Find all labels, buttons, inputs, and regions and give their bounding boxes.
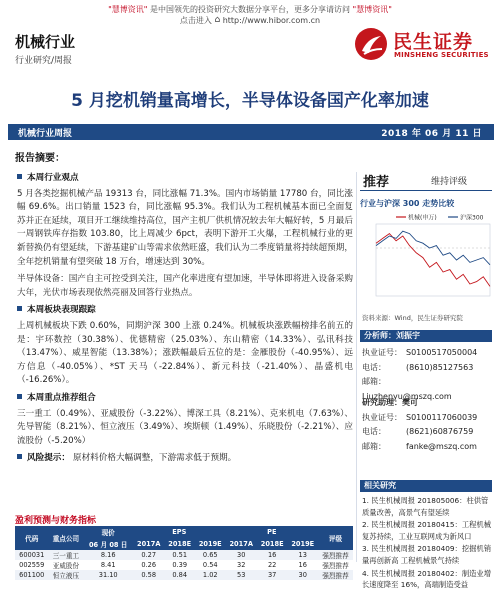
col-pe-2019: 2019E — [287, 538, 318, 550]
bullet-square-icon — [17, 454, 22, 459]
table-cell: 强烈推荐 — [318, 570, 353, 580]
analyst-row: 执业证号： S0100117060039 — [362, 412, 478, 422]
table-cell: 0.65 — [195, 550, 226, 560]
section-heading: 风险提示： 原材料价格大幅调整，下游需求低于预期。 — [17, 452, 353, 466]
analyst-row: 电话： (8621)60876759 — [362, 427, 474, 436]
section-heading: 本周重点推荐组合 — [17, 392, 353, 406]
legend-label: 沪深300 — [460, 214, 484, 222]
promo-enter-label[interactable]: 点击进入 — [179, 16, 212, 25]
home-icon: ⌂ — [214, 15, 221, 25]
table-cell: 三一重工 — [48, 550, 83, 560]
legend-label: 机械(申万) — [408, 214, 437, 222]
analyst-row: 执业证号： S0100517050004 — [362, 348, 478, 357]
table-cell: 8.16 — [83, 550, 133, 560]
table-cell: 53 — [226, 570, 257, 580]
col-price-date: 06 月 08 日 — [83, 538, 133, 550]
table-cell: 8.41 — [100, 561, 116, 569]
table-cell: 30 — [226, 550, 257, 560]
section-heading: 本周板块表现跟踪 — [17, 304, 353, 318]
table-cell: 恒立液压 — [48, 570, 83, 580]
forecast-table — [15, 526, 353, 580]
table-cell: 13 — [287, 550, 318, 560]
promo-banner — [0, 4, 500, 15]
col-pe-2017: 2017A — [226, 538, 257, 550]
band-report-type: 机械行业周报 — [18, 129, 73, 139]
table-cell: 1.02 — [195, 570, 226, 580]
report-title: 5 月挖机销量高增长，半导体设备国产化率加速 — [71, 91, 429, 111]
table-cell: 0.54 — [202, 561, 218, 569]
analyst-row: 邮箱： fanke@mszq.com — [362, 441, 477, 451]
section-paragraph: 5 月各类挖掘机械产品 19313 台，同比涨幅 71.3%。国内市场销量 17780 台，同比涨幅 69.6%。出口销量 1523 台，同比涨幅 95.3%。我们认为工程机械基本面已全面复苏并正在延续，项目开工继续维持高位，国产主机厂供机情况较去年大幅好转，5 月最后一周钢铁库存指数 103.80，比上周减少 6pct，表明下游开工火爆，工程机械行业的更新替换仍有望延续，下游基建矿山等需求依然旺盛，我们认为二季度销量将持续超预期，全年挖机销量有望突破 18 万台，增速达到 30%。 — [17, 188, 353, 267]
analyst-email[interactable]: fanke@mszq.com — [406, 441, 477, 451]
analyst-row: 邮箱：Liuzhenyu@mszq.com — [362, 377, 452, 401]
col-code: 代码 — [15, 526, 48, 550]
table-cell: 0.51 — [164, 550, 195, 560]
bullet-square-icon — [17, 306, 22, 311]
series-line-0 — [376, 234, 490, 287]
related-item[interactable]: 2. 民生机械周报 20180415：工程机械复苏持续，工业互联网成为新风口 — [362, 520, 492, 541]
table-cell: 16 — [298, 561, 307, 569]
table-cell: 22 — [267, 561, 277, 569]
col-rating: 评级 — [318, 526, 353, 550]
table-cell: 0.84 — [164, 570, 195, 580]
related-item[interactable]: 4. 民生机械周报 20180402：制造业增长速度降至 16%，高端制造受益 — [362, 568, 492, 590]
table-cell: 600031 — [15, 550, 48, 560]
table-cell: 强烈推荐 — [318, 550, 353, 560]
logo-name-en: MINSHENG SECURITIES — [394, 51, 489, 59]
table-row — [15, 570, 353, 580]
promo-text: 是中国领先的投资研究大数据分享平台，更多分享请访问 — [150, 5, 350, 14]
column-divider — [356, 172, 357, 562]
related-item[interactable]: 3. 民生机械周报 20180409：挖掘机销量再创新高 工程机械景气持续 — [362, 544, 492, 565]
section-paragraph: 半导体设备：国产自主可控受到关注，国产化率进度有望加速，半导体即将进入设备采购大年，光伏市场表现依然亮丽及回答行业热点。 — [17, 274, 353, 298]
chart-source: 资料来源：Wind，民生证券研究院 — [362, 314, 463, 322]
section-risk — [17, 452, 353, 466]
col-pe-2018: 2018E — [257, 538, 288, 550]
forecast-table-body — [15, 550, 353, 580]
related-list — [362, 495, 494, 592]
analyst-2 — [362, 396, 492, 454]
section-sector-tracking — [17, 304, 353, 388]
chart-heading: 行业与沪深 300 走势比较 — [360, 199, 455, 208]
industry-name: 机械行业 — [15, 33, 76, 51]
table-cell: 0.39 — [172, 561, 188, 569]
trend-chart — [360, 210, 494, 310]
col-eps: EPS — [133, 526, 225, 538]
col-eps-2017: 2017A — [133, 538, 164, 550]
minsheng-logo — [353, 27, 493, 63]
section-industry-view — [17, 172, 353, 300]
band-date: 2018 年 06 月 11 日 — [381, 129, 482, 139]
table-cell: 31.10 — [83, 570, 133, 580]
table-row — [15, 550, 353, 560]
table-row — [15, 560, 353, 570]
related-heading: 相关研究 — [360, 480, 492, 492]
report-subtype: 行业研究/周报 — [15, 56, 73, 66]
title-band — [8, 124, 494, 140]
promo-url[interactable]: http://www.hibor.com.cn — [222, 16, 321, 25]
logo-name-cn: 民生证券 — [393, 31, 474, 53]
bullet-square-icon — [17, 394, 22, 399]
trend-chart-svg — [360, 210, 494, 310]
rating-value: 维持评级 — [431, 177, 468, 187]
table-cell: 强烈推荐 — [322, 562, 349, 570]
col-eps-2019: 2019E — [195, 538, 226, 550]
table-cell: 002559 — [19, 561, 45, 569]
promo-brand-2: "慧博资讯" — [352, 5, 392, 14]
bullet-square-icon — [17, 174, 22, 179]
table-cell: 亚威股份 — [52, 562, 80, 570]
main-content — [17, 172, 353, 468]
section-portfolio — [17, 392, 353, 448]
table-cell: 37 — [257, 570, 288, 580]
section-paragraph: 上周机械板块下跌 0.60%，同期沪深 300 上涨 0.24%。机械板块涨跌幅榜排名前五的是：宇环数控（30.38%）、优德精密（25.03%）、东山精密（14.33%）、弘讯科技（13.47%）、威星智能（13.38%）；涨跌幅最后五位的是：金雁股份（-40.95%）、远方信息（-40.05%）、*ST 天马（-22.84%）、新元科技（-21.40%）、晶盛机电（-16.26%）。 — [17, 320, 353, 386]
table-cell: 30 — [287, 570, 318, 580]
analyst-email[interactable]: Liuzhenyu@mszq.com — [362, 391, 452, 401]
table-cell: 16 — [257, 550, 288, 560]
summary-heading: 报告摘要： — [15, 153, 65, 164]
col-price: 现价 — [83, 526, 133, 538]
rating-label: 推荐 — [363, 175, 390, 190]
analyst-row: 电话： (8610)85127563 — [362, 362, 474, 372]
section-heading: 本周行业观点 — [17, 172, 353, 186]
col-pe: PE — [226, 526, 318, 538]
section-paragraph: 三一重工（0.49%）、亚威股份（-3.22%）、博深工具（8.21%）、克来机电（7.63%）、先导智能（8.21%）、恒立液压（3.49%）、埃斯顿（1.49%）、乐晓股份（-2.21%）、应流股份（-5.20%） — [17, 408, 353, 446]
related-item[interactable]: 1. 民生机械周报 201805006：柱供管质量改善，高景气有望延续 — [362, 496, 489, 517]
plot-area — [376, 224, 490, 296]
table-cell: 601100 — [15, 570, 48, 580]
table-cell: 0.26 — [141, 561, 157, 569]
rating-divider — [360, 190, 492, 191]
forecast-table-heading: 盈利预测与财务指标 — [15, 516, 97, 526]
promo-brand: "慧博资讯" — [108, 5, 148, 14]
promo-link-row — [0, 15, 500, 26]
col-eps-2018: 2018E — [164, 538, 195, 550]
analyst-heading: 分析师：刘振宇 — [360, 330, 492, 342]
analyst-2-title: 研究助理：樊可 — [362, 398, 418, 407]
table-cell: 0.58 — [133, 570, 164, 580]
table-cell: 0.27 — [133, 550, 164, 560]
col-company: 重点公司 — [48, 526, 83, 550]
logo-mark-icon — [355, 28, 387, 60]
table-cell: 32 — [237, 561, 246, 569]
